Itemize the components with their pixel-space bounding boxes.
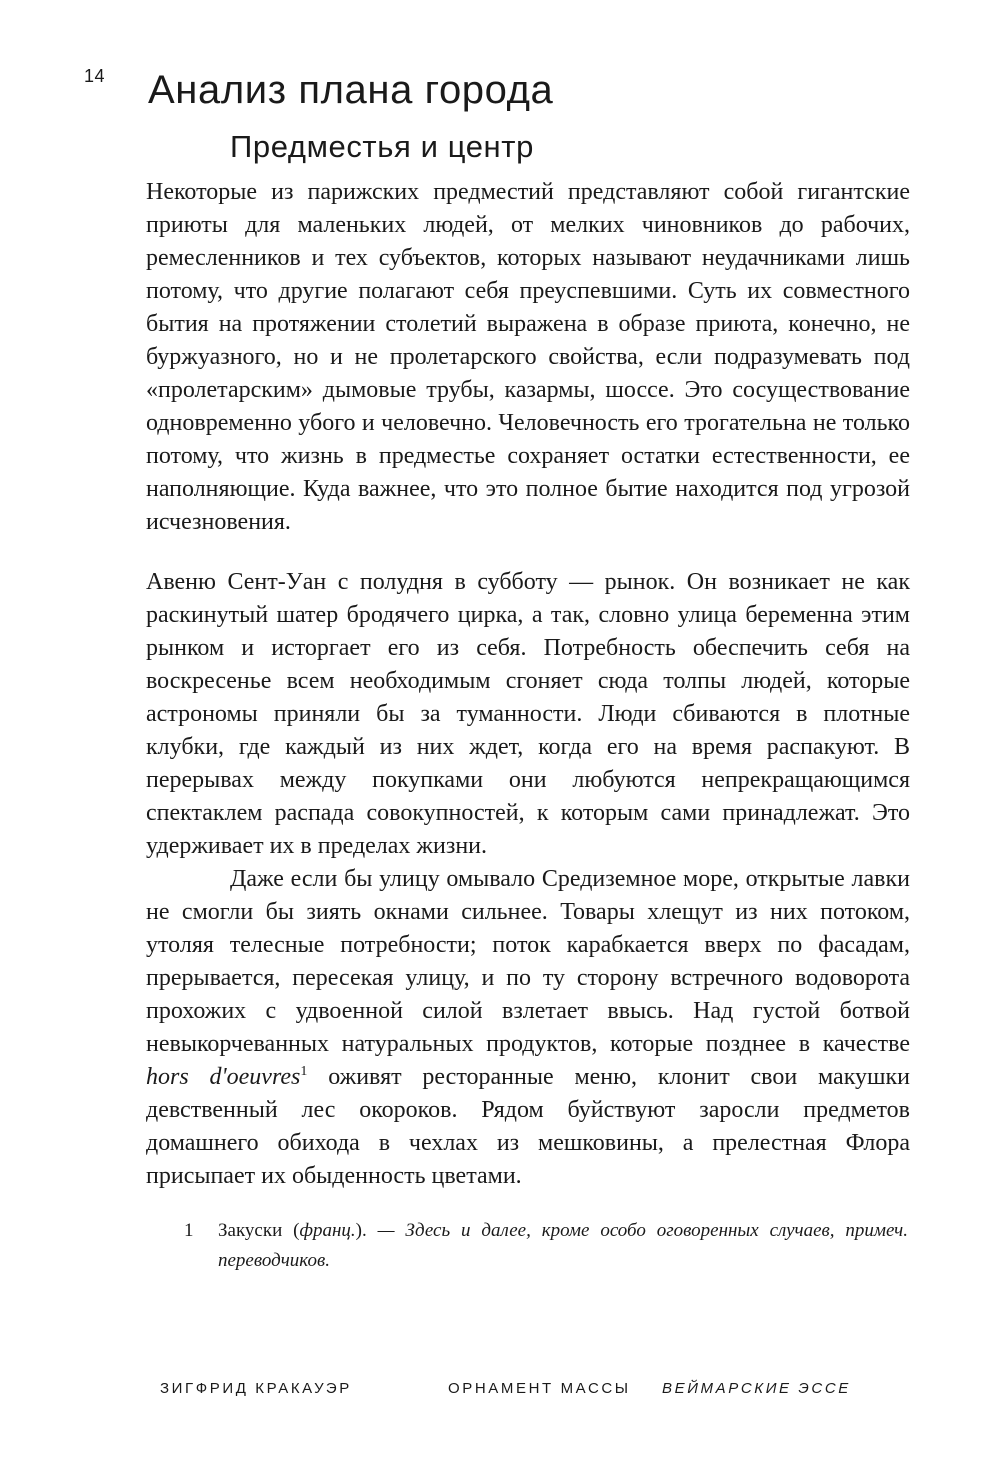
footnote [184, 1216, 908, 1276]
foreign-phrase: hors d'oeuvres [146, 1064, 301, 1090]
paragraph-with-footnote [146, 863, 910, 1193]
body-text-first [146, 176, 910, 539]
footnote-text: Закуски ( [218, 1220, 300, 1241]
paragraph: Авеню Сент-Уан с полудня в субботу — рынок. Он возникает не как раскинутый шатер бродячего цирка, а так, словно улица беременна этим рынком и исторгает его из себя. Потребность обеспечить себя на воскресенье всем необходимым сгоняет сюда толпы людей, которые астрономы приняли бы за туманности. Люди сбиваются в плотные клубки, где каждый из них ждет, когда его на время распакуют. В перерывах между покупками они любуются непрекращающимся спектаклем распада совокупностей, к которым сами принадлежат. Это удерживает их в пределах жизни. [146, 569, 910, 859]
paragraph-text: оживят ресторанные меню, клонит свои макушки девственный лес окороков. Рядом буйствуют заросли предметов домашнего обихода в чехлах из мешковины, а прелестная Флора присыпает их обыденность цветами. [146, 1064, 910, 1189]
body-text-second [146, 566, 910, 1193]
footnote-reference: 1 [300, 1064, 308, 1079]
footnote-note: — Здесь и далее, кроме особо оговоренных случаев, примеч. переводчиков. [218, 1220, 908, 1271]
chapter-title: Анализ плана города [148, 68, 554, 112]
footer-book-subtitle: ВЕЙМАРСКИЕ ЭССЕ [662, 1380, 851, 1397]
footer-book-title: ОРНАМЕНТ МАССЫ [448, 1380, 631, 1397]
footer-author: ЗИГФРИД КРАКАУЭР [160, 1380, 352, 1397]
paragraph: Некоторые из парижских предместий представляют собой гигантские приюты для маленьких людей, от мелких чиновников до рабочих, ремесленников и тех субъектов, которых называют неудачниками лишь потому, что другие полагают себя преуспевшими. Суть их совместного бытия на протяжении столетий выражена в образе приюта, конечно, не буржуазного, но и не пролетарского свойства, если подразумевать под «пролетарским» дымовые трубы, казармы, шоссе. Это сосуществование одновременно убого и человечно. Человечность его трогательна не только потому, что жизнь в предместье сохраняет остатки естественности, ее наполняющие. Куда важнее, что это полное бытие находится под угрозой исчезновения. [146, 179, 910, 535]
page-number: 14 [84, 66, 106, 86]
footnote-language: франц. [299, 1220, 356, 1241]
footnote-text: ). [355, 1220, 378, 1241]
section-title: Предместья и центр [230, 129, 534, 164]
footnote-number: 1 [184, 1220, 194, 1241]
paragraph-text: Даже если бы улицу омывало Средиземное море, открытые лавки не смогли бы зиять окнами сильнее. Товары хлещут из них потоком, утоляя телесные потребности; поток карабкается вверх по фасадам, прерывается, пересекая улицу, и по ту сторону встречного водоворота прохожих с удвоенной силой взлетает ввысь. Над густой ботвой невыкорчеванных натуральных продуктов, которые позднее в качестве [146, 866, 910, 1057]
